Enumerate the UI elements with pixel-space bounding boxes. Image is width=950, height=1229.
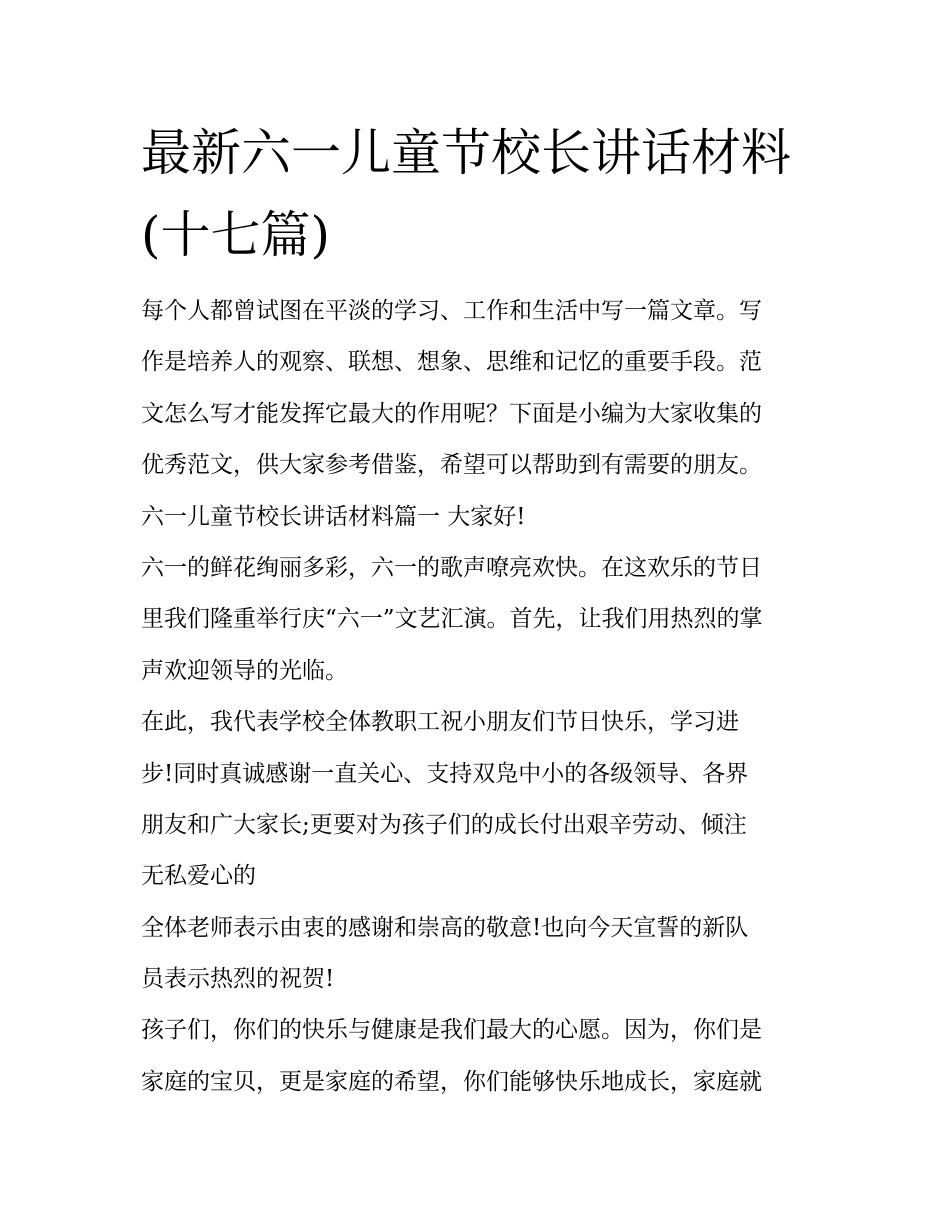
document-content xyxy=(141,112,813,1108)
body-line: 每个人都曾试图在平淡的学习、工作和生活中写一篇文章。写 xyxy=(141,298,762,324)
body-line: 无私爱心的 xyxy=(141,863,256,890)
body-line: 家庭的宝贝，更是家庭的希望，你们能够快乐地成长，家庭就 xyxy=(141,1068,762,1095)
body-line: 文怎么写才能发挥它最大的作用呢？下面是小编为大家收集的 xyxy=(141,400,762,427)
body-line: 在此，我代表学校全体教职工祝小朋友们节日快乐，学习进 xyxy=(141,709,739,736)
document-body xyxy=(141,286,813,1108)
body-line: 全体老师表示由衷的感谢和崇高的敬意!也向今天宣誓的新队 xyxy=(141,914,749,941)
body-line: 六一儿童节校长讲话材料篇一 大家好! xyxy=(141,503,526,530)
title-line-2: (十七篇) xyxy=(141,206,331,264)
document-title xyxy=(141,112,813,276)
body-line: 孩子们，你们的快乐与健康是我们最大的心愿。因为，你们是 xyxy=(141,1017,762,1044)
body-line: 朋友和广大家长;更要对为孩子们的成长付出艰辛劳动、倾注 xyxy=(141,811,747,838)
body-line: 里我们隆重举行庆“六一”文艺汇演。首先，让我们用热烈的掌 xyxy=(141,606,763,633)
title-line-1: 最新六一儿童节校长讲话材料 xyxy=(141,124,791,182)
body-line: 员表示热烈的祝贺! xyxy=(141,966,335,993)
body-line: 声欢迎领导的光临。 xyxy=(141,657,348,684)
body-line: 作是培养人的观察、联想、想象、思维和记忆的重要手段。范 xyxy=(141,349,762,376)
body-line: 六一的鲜花绚丽多彩，六一的歌声嘹亮欢快。在这欢乐的节日 xyxy=(141,554,762,581)
body-line: 优秀范文，供大家参考借鉴，希望可以帮助到有需要的朋友。 xyxy=(141,452,762,479)
body-line: 步!同时真诚感谢一直关心、支持双凫中小的各级领导、各界 xyxy=(141,760,749,787)
